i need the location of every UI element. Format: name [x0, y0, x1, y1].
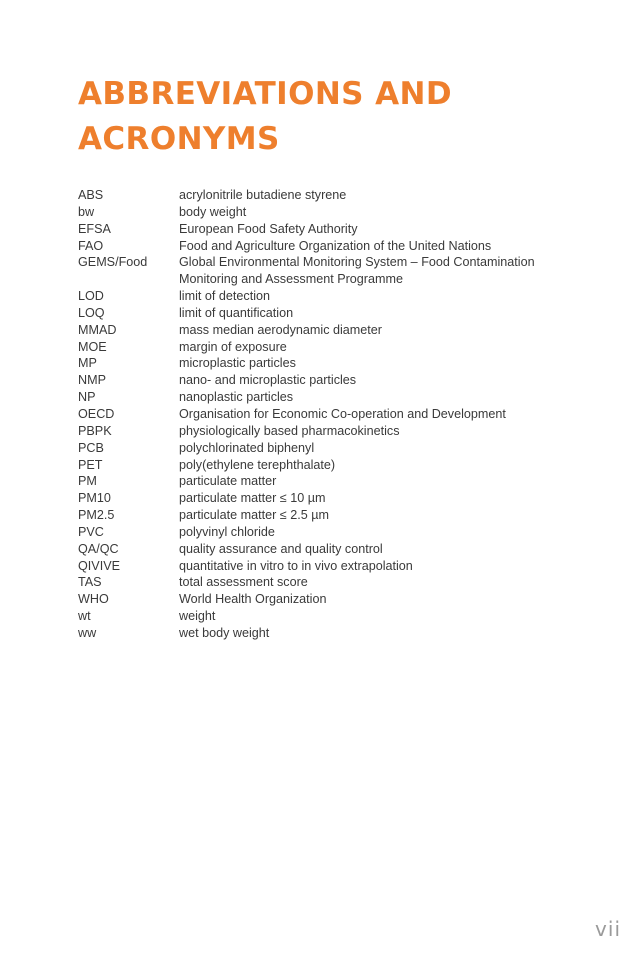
abbreviation-row [78, 507, 558, 524]
abbreviation-definition: limit of quantification [179, 305, 294, 320]
abbreviation-definition: polyvinyl chloride [179, 524, 275, 539]
abbreviation-definition: body weight [179, 204, 247, 219]
abbreviation-definition: particulate matter [179, 474, 277, 489]
abbreviation-row [78, 625, 558, 642]
abbreviation-term: WHO [78, 592, 109, 607]
abbreviation-term: MMAD [78, 322, 117, 337]
abbreviation-row [78, 423, 558, 440]
abbreviation-term: PM [78, 474, 97, 489]
abbreviation-row [78, 457, 558, 474]
abbreviation-row [78, 288, 558, 305]
abbreviation-definition: nanoplastic particles [179, 390, 294, 405]
abbreviation-row [78, 389, 558, 406]
page-number: vii [595, 917, 621, 941]
abbreviation-row [78, 339, 558, 356]
abbreviation-term: wt [78, 609, 91, 624]
abbreviation-definition: nano- and microplastic particles [179, 373, 357, 388]
abbreviation-term: MOE [78, 339, 107, 354]
abbreviation-term: PM10 [78, 491, 111, 506]
abbreviation-row [78, 574, 558, 591]
abbreviation-term: PM2.5 [78, 508, 115, 523]
abbreviation-definition: World Health Organization [179, 592, 327, 607]
abbreviation-row [78, 204, 558, 221]
abbreviation-row [78, 322, 558, 339]
abbreviation-term: bw [78, 204, 95, 219]
abbreviation-term: NP [78, 390, 96, 405]
abbreviation-definition: microplastic particles [179, 356, 296, 371]
abbreviation-term: QIVIVE [78, 558, 120, 573]
abbreviation-definition: particulate matter ≤ 2.5 µm [179, 508, 329, 523]
abbreviation-row [78, 187, 558, 204]
abbreviation-term: LOQ [78, 305, 105, 320]
abbreviation-row [78, 541, 558, 558]
abbreviation-row [78, 440, 558, 457]
abbreviation-term: PET [78, 457, 103, 472]
abbreviation-row [78, 490, 558, 507]
abbreviation-definition: margin of exposure [179, 339, 287, 354]
abbreviation-definition: wet body weight [179, 625, 270, 640]
abbreviation-row [78, 558, 558, 575]
abbreviation-definition: total assessment score [179, 575, 308, 590]
abbreviation-definition: limit of detection [179, 289, 270, 304]
abbreviation-definition: physiologically based pharmacokinetics [179, 423, 400, 438]
abbreviation-term: OECD [78, 406, 115, 421]
abbreviation-definition: quantitative in vitro to in vivo extrapolation [179, 558, 413, 573]
abbreviation-term: GEMS/Food [78, 255, 148, 270]
abbreviation-definition: poly(ethylene terephthalate) [179, 457, 336, 472]
abbreviation-list [78, 187, 558, 642]
abbreviation-row [78, 473, 558, 490]
abbreviation-term: ABS [78, 188, 104, 202]
abbreviation-row [78, 608, 558, 625]
abbreviation-definition: polychlorinated biphenyl [179, 440, 315, 455]
abbreviation-term: TAS [78, 575, 102, 590]
abbreviation-definition: Global Environmental Monitoring System – Food Contamination Monitoring and Assessment Programme [179, 255, 535, 287]
abbreviation-row [78, 355, 558, 372]
abbreviation-term: NMP [78, 373, 106, 388]
abbreviation-term: PBPK [78, 423, 112, 438]
abbreviation-definition: acrylonitrile butadiene styrene [179, 188, 347, 202]
abbreviation-row [78, 372, 558, 389]
abbreviation-term: PVC [78, 524, 104, 539]
abbreviation-definition: particulate matter ≤ 10 µm [179, 491, 326, 506]
abbreviation-row [78, 406, 558, 423]
abbreviation-row [78, 238, 558, 255]
abbreviation-definition: Food and Agriculture Organization of the United Nations [179, 238, 492, 253]
abbreviation-term: FAO [78, 238, 104, 253]
abbreviation-row [78, 254, 558, 288]
abbreviation-term: QA/QC [78, 541, 119, 556]
abbreviation-definition: quality assurance and quality control [179, 541, 383, 556]
abbreviation-definition: weight [179, 609, 216, 624]
abbreviation-definition: Organisation for Economic Co-operation and Development [179, 406, 506, 421]
abbreviation-row [78, 305, 558, 322]
abbreviation-term: EFSA [78, 221, 111, 236]
abbreviation-term: ww [78, 625, 97, 640]
abbreviation-term: PCB [78, 440, 104, 455]
page-title: ABBREVIATIONS AND ACRONYMS [78, 76, 452, 157]
abbreviation-row [78, 524, 558, 541]
abbreviation-term: LOD [78, 289, 104, 304]
abbreviation-definition: mass median aerodynamic diameter [179, 322, 382, 337]
abbreviation-term: MP [78, 356, 97, 371]
abbreviation-row [78, 221, 558, 238]
abbreviation-definition: European Food Safety Authority [179, 221, 358, 236]
abbreviation-row [78, 591, 558, 608]
